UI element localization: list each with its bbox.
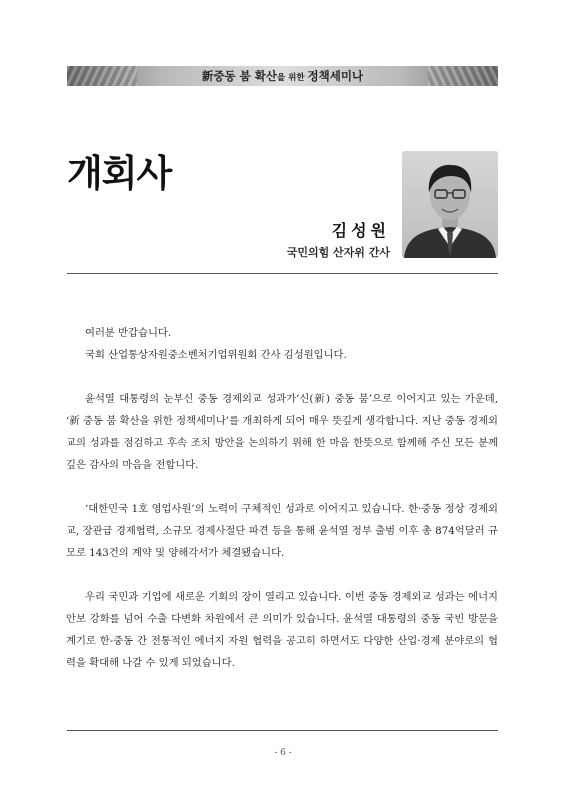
banner-title [67,68,498,84]
top-divider [67,273,498,274]
paragraph-gap [66,366,498,388]
bottom-divider [67,730,498,731]
greeting-paragraph: 여러분 반갑습니다. [85,327,172,339]
banner-title-end: 정책세미나 [307,69,364,83]
banner-title-connector: 을 위한 [276,73,308,83]
paragraph-gap [66,564,498,586]
page-title: 개회사 [67,152,172,195]
body-paragraph-1: 윤석열 대통령의 눈부신 중동 경제외교 성과가‘신(新) 중동 붐’으로 이어지고 있는 가운데, ‘新 중동 붐 확산을 위한 정책세미나’를 개최하게 되어 매우 뜻깊게 생각합니다. 지난 중동 경제외교의 성과를 점검하고 후속 조치 방안을 논의하기 위해 한 마음 한뜻으로 함께해 주신 모든 분께 깊은 감사의 마음을 전합니다. [66,393,498,471]
body-paragraph-2: ‘대한민국 1호 영업사원’의 노력이 구체적인 성과로 이어지고 있습니다. 한·중동 정상 경제외교, 장관급 경제협력, 소규모 경제사절단 파견 등을 통해 윤석열 정부 출범 이후 총 874억달러 규모로 143건의 계약 및 양해각서가 체결됐습니다. [66,503,498,559]
banner-title-main: 新중동 붐 확산 [201,69,277,83]
introduction-paragraph: 국회 산업통상자원중소벤처기업위원회 간사 김성원입니다. [85,349,347,361]
speech-body [66,322,498,674]
author-position: 국민의힘 산자위 간사 [286,246,390,259]
body-paragraph-3: 우리 국민과 기업에 새로운 기회의 장이 열리고 있습니다. 이번 중동 경제외교 성과는 에너지 안보 강화를 넘어 수출 다변화 차원에서 큰 의미가 있습니다. 윤석열 대통령의 중동 국빈 방문을 계기로 한-중동 간 전통적인 에너지 자원 협력을 공고히 하면서도 다양한 산업·경제 분야로의 협력을 확대해 나갈 수 있게 되었습니다. [66,591,498,669]
author-photo [402,151,498,258]
author-name: 김성원 [331,221,390,240]
author-portrait-image [402,151,498,258]
seminar-banner [67,66,498,86]
page-number: - 6 - [274,748,292,758]
paragraph-gap [66,476,498,498]
